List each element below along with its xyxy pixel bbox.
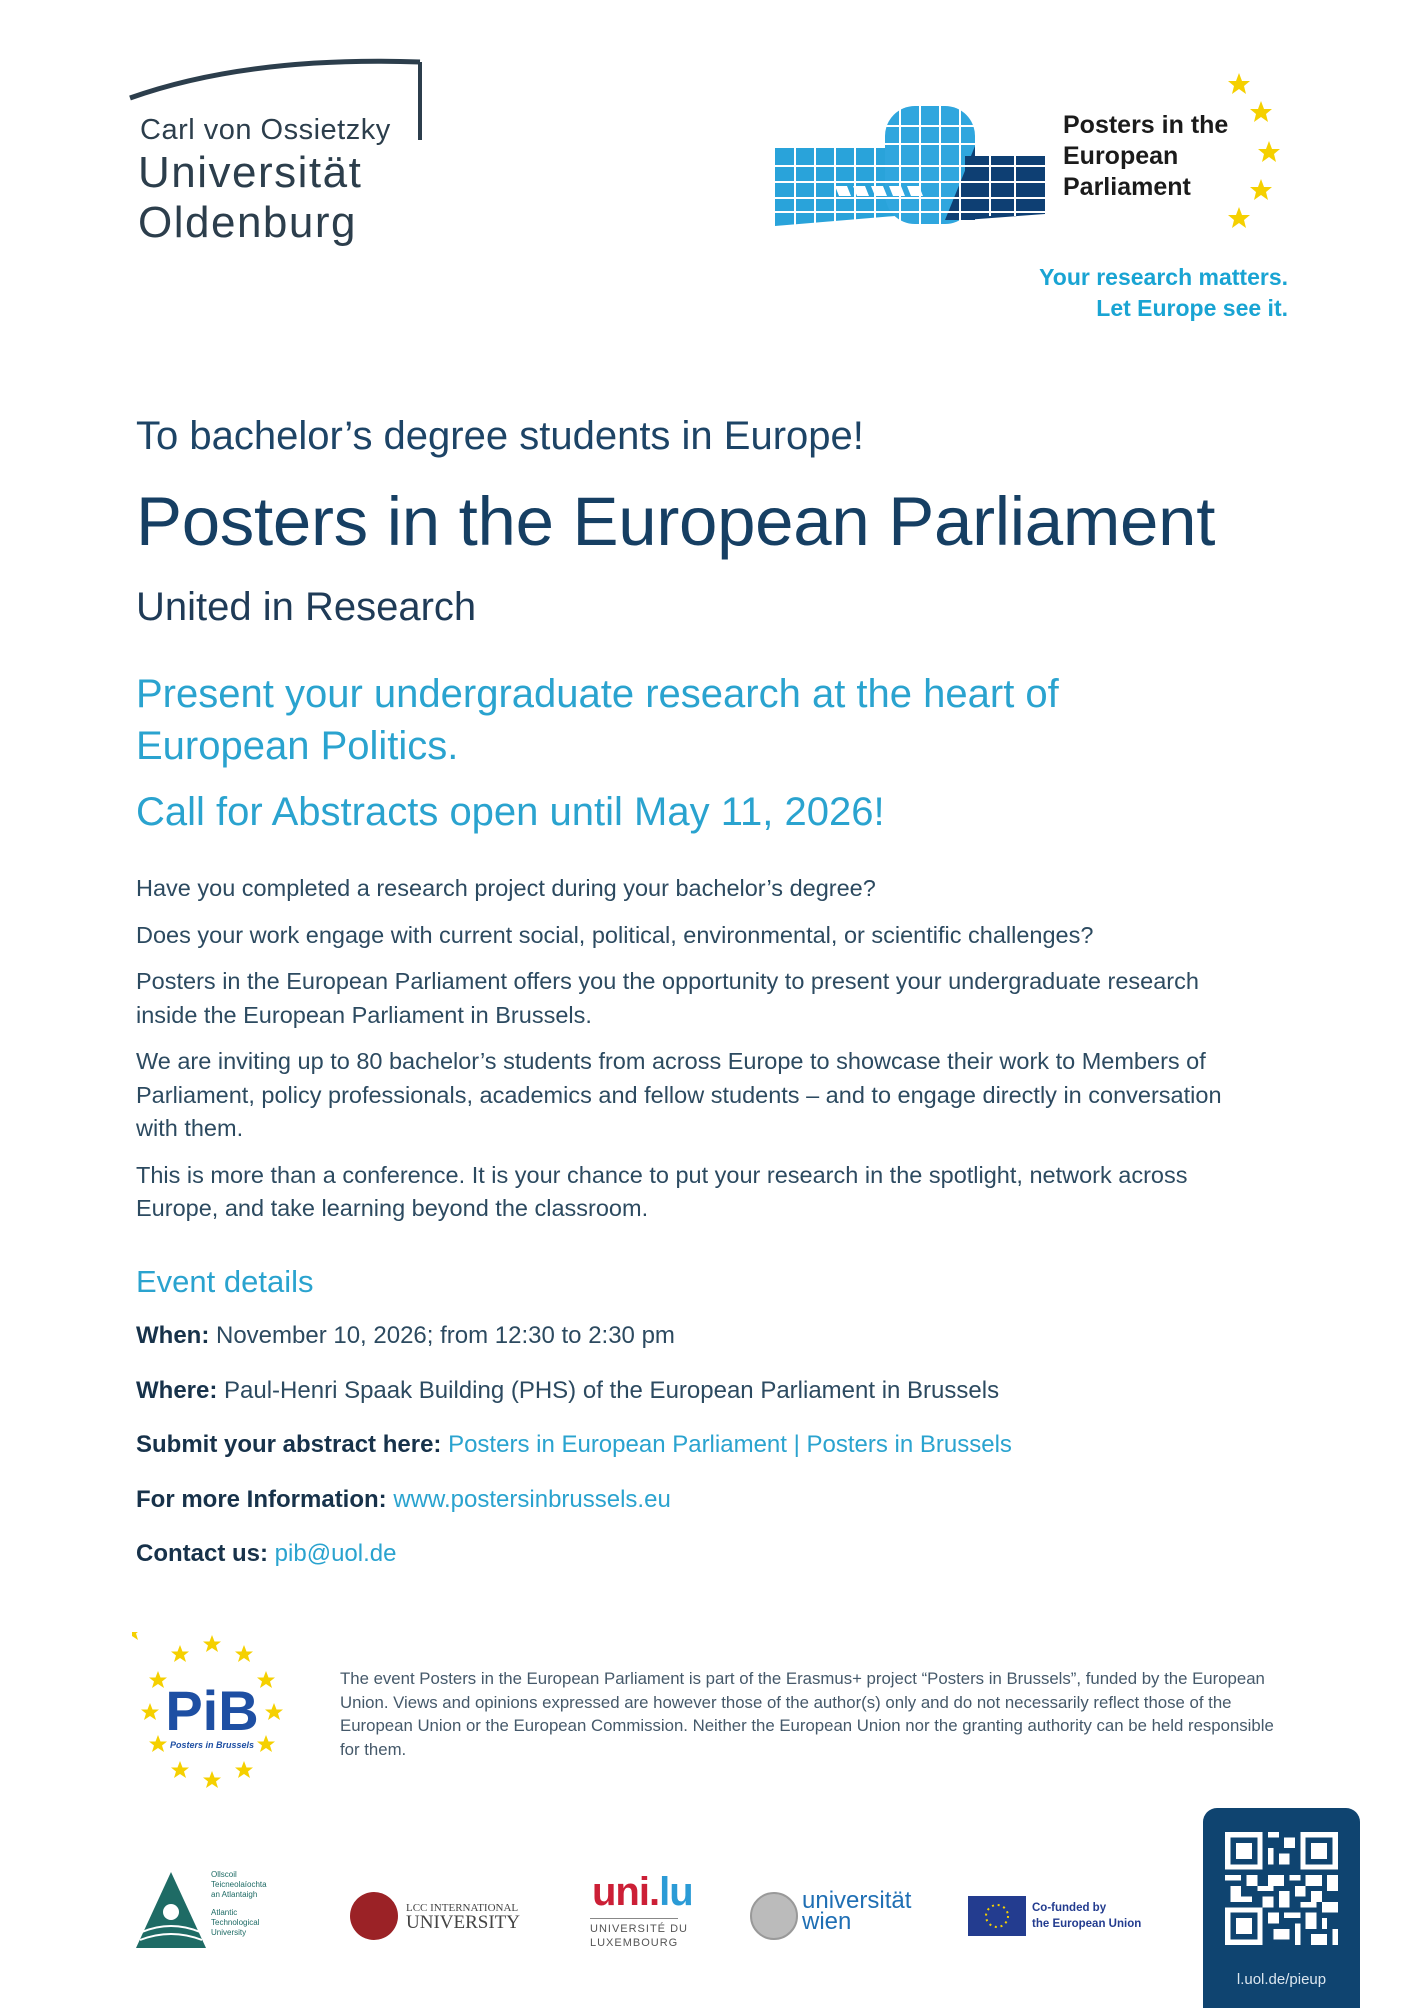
svg-text:Posters in Brussels: Posters in Brussels [169, 1740, 255, 1750]
paragraph: Posters in the European Parliament offers you the opportunity to present your undergraduate research inside the European Parliament in Brussels. [136, 968, 1199, 1028]
contact-label: Contact us: [136, 1540, 268, 1567]
eu-stars-icon [1225, 62, 1295, 232]
contact-email-link[interactable]: pib@uol.de [274, 1540, 397, 1567]
paragraph: This is more than a conference. It is your chance to put your research in the spotlight, network across Europe, and take learning beyond the classroom. [136, 1161, 1188, 1221]
qr-code-icon [1225, 1832, 1338, 1945]
unilu-mark: uni.lu [592, 1870, 693, 1914]
logo-line-1: Carl von Ossietzky [140, 114, 391, 146]
audience-kicker: To bachelor’s degree students in Europe! [136, 414, 864, 458]
pib-logo [132, 1632, 292, 1792]
qr-url: l.uol.de/pieup [1236, 1971, 1327, 1988]
pib-stars-icon [132, 1632, 292, 1792]
wien-seal-icon [750, 1892, 798, 1940]
when-value: November 10, 2026; from 12:30 to 2:30 pm [215, 1322, 675, 1349]
event-details-list [136, 1322, 1296, 1595]
website-link[interactable]: www.postersinbrussels.eu [393, 1485, 671, 1513]
event-tagline: Your research matters. Let Europe see it. [1039, 264, 1288, 321]
detail-submit [136, 1431, 1296, 1486]
where-value: Paul-Henri Spaak Building (PHS) of the European Parliament in Brussels [224, 1376, 1000, 1404]
unilu-logo: uni.lu UNIVERSITÉ DU LUXEMBOURG [590, 1870, 693, 1949]
detail-where [136, 1377, 1296, 1432]
svg-text:PiB: PiB [165, 1679, 259, 1742]
event-logo-name: Posters in the European Parliament [1063, 111, 1229, 201]
parliament-building-icon [775, 86, 1055, 246]
logo-line-2: Universität [138, 148, 363, 197]
info-label: For more Information: [136, 1485, 387, 1513]
detail-contact [136, 1540, 1296, 1595]
eu-cofunded-logo: Co-funded by the European Union [968, 1862, 1168, 1962]
when-label: When: [136, 1322, 210, 1349]
uni-wien-logo: universität wien [750, 1862, 920, 1962]
detail-info [136, 1486, 1296, 1541]
funding-disclaimer: The event Posters in the European Parliament is part of the Erasmus+ project “Posters in Brussels”, funded by the European Union. Views and opinions expressed are however those of the author(s) only and do not necessarily reflect those of the European Union or the European Commission. Neither the European Union nor the granting authority can be held responsible for them. [340, 1669, 1274, 1759]
posters-in-parliament-logo [775, 62, 1295, 242]
paragraph: Does your work engage with current social, political, environmental, or scientific challenges? [136, 921, 1094, 948]
paragraph: We are inviting up to 80 bachelor’s students from across Europe to showcase their work to Members of Parliament, policy professionals, academics and fellow students – and to engage directly in conversation with them. [136, 1048, 1222, 1141]
atu-triangle-icon [136, 1872, 206, 1952]
eu-flag-icon [968, 1896, 1026, 1936]
lcc-emblem-icon [350, 1892, 398, 1940]
paragraph: Have you completed a research project during your bachelor’s degree? [136, 875, 876, 901]
where-label: Where: [136, 1376, 218, 1404]
event-details-heading: Event details [136, 1264, 314, 1299]
atu-logo: Ollscoil Teicneolaíochta an Atlantaigh Atlantic Technological University [136, 1862, 286, 1962]
university-oldenburg-logo [128, 56, 428, 256]
page-title: Posters in the European Parliament [136, 483, 1216, 560]
logo-line-3: Oldenburg [138, 198, 357, 247]
call-for-abstracts: Call for Abstracts open until May 11, 2026! [136, 790, 885, 834]
submit-label: Submit your abstract here: [136, 1431, 442, 1458]
body-text [136, 872, 1246, 1239]
detail-when [136, 1322, 1296, 1377]
qr-code-panel[interactable] [1203, 1808, 1360, 2008]
submit-abstract-link[interactable]: Posters in European Parliament | Posters in Brussels [448, 1431, 1012, 1458]
lcc-logo: LCC INTERNATIONAL UNIVERSITY [350, 1862, 530, 1962]
page-subtitle: United in Research [136, 585, 477, 629]
lead-text: Present your undergraduate research at the heart of European Politics. [136, 672, 1059, 768]
